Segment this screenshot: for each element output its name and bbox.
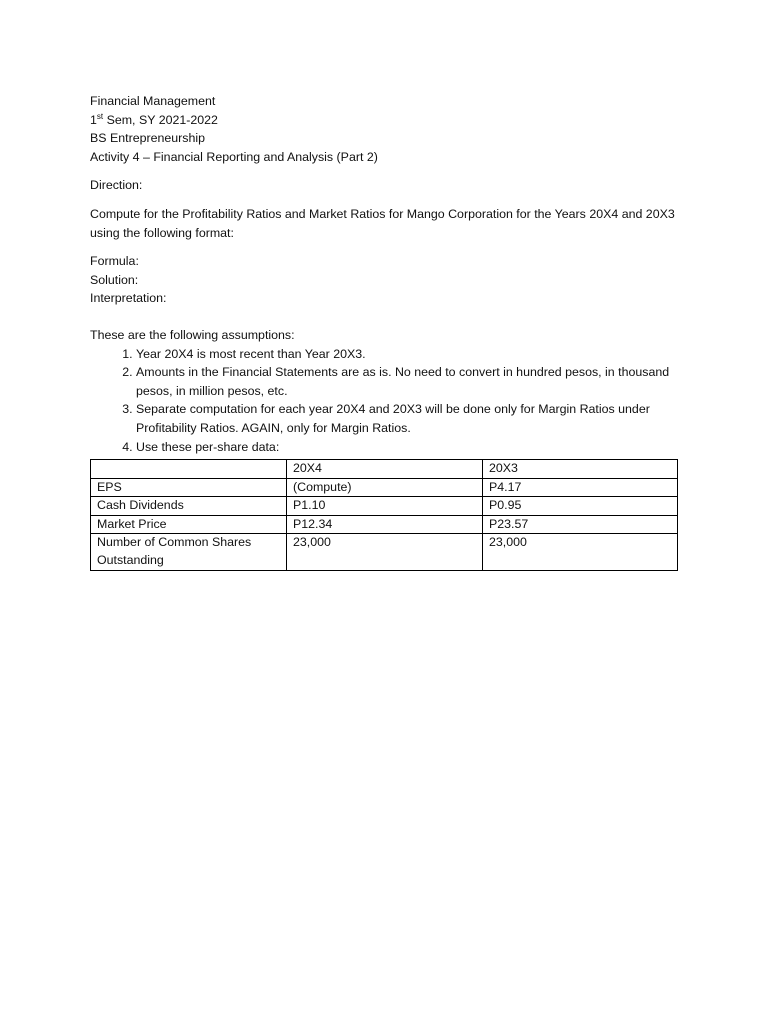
- format-interpretation: Interpretation:: [90, 291, 167, 306]
- table-cell: (Compute): [287, 478, 483, 497]
- table-row: [91, 497, 678, 516]
- table-cell: Cash Dividends: [91, 497, 287, 516]
- table-cell: EPS: [91, 478, 287, 497]
- assumptions-intro: These are the following assumptions:: [90, 327, 295, 342]
- list-item: 2. Amounts in the Financial Statements are as is. No need to convert in hundred pesos, in thousand pesos, in million pesos, etc.: [136, 363, 680, 400]
- table-header-row: [91, 460, 678, 479]
- activity-title: Activity 4 – Financial Reporting and Analysis (Part 2): [90, 149, 378, 164]
- per-share-data-table: [90, 459, 678, 571]
- table-header-cell: 20X3: [483, 460, 678, 479]
- direction-label: Direction:: [90, 178, 143, 193]
- table-cell: P12.34: [287, 515, 483, 534]
- list-item: 3. Separate computation for each year 20X4 and 20X3 will be done only for Margin Ratios under Profitability Ratios. AGAIN, only for Margin Ratios.: [136, 400, 680, 437]
- table-cell: P23.57: [483, 515, 678, 534]
- format-solution: Solution:: [90, 272, 139, 287]
- format-formula: Formula:: [90, 254, 139, 269]
- table-row: [91, 515, 678, 534]
- semester-line: 1st Sem, SY 2021-2022: [90, 111, 218, 127]
- table-row: [91, 478, 678, 497]
- assumptions-list: [90, 345, 680, 457]
- table-cell: Market Price: [91, 515, 287, 534]
- table-cell: P1.10: [287, 497, 483, 516]
- list-item: 1. Year 20X4 is most recent than Year 20X3.: [136, 345, 680, 364]
- instruction-text: Compute for the Profitability Ratios and Market Ratios for Mango Corporation for the Years 20X4 and 20X3 using the following format:: [90, 206, 675, 240]
- table-cell: P0.95: [483, 497, 678, 516]
- table-cell: 23,000: [287, 534, 483, 570]
- table-row: [91, 534, 678, 570]
- list-item: 4. Use these per-share data:: [136, 438, 680, 457]
- table-header-cell: [91, 460, 287, 479]
- table-cell: 23,000: [483, 534, 678, 570]
- program-name: BS Entrepreneurship: [90, 131, 206, 146]
- table-cell: Number of Common Shares Outstanding: [91, 534, 287, 570]
- course-title: Financial Management: [90, 94, 216, 108]
- document-page: [90, 92, 680, 571]
- table-cell: P4.17: [483, 478, 678, 497]
- table-header-cell: 20X4: [287, 460, 483, 479]
